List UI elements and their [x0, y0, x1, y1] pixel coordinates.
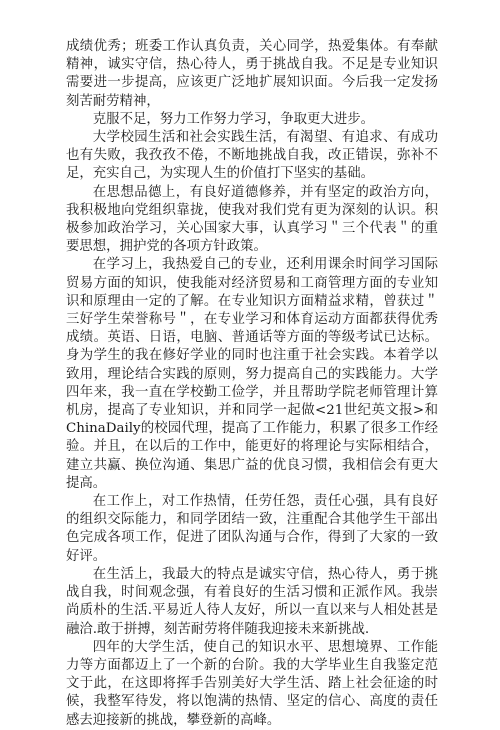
paragraph-study: 在学习上，我热爱自己的专业，还利用课余时间学习国际贸易方面的知识，使我能对经济贸易和工商管理方面的专业知识和原理由一定的了解。在专业知识方面精益求精，曾获过＂三好学生荣誉称号＂，在专业学习和体育运动方面都获得优秀成绩。英语、日语，电脑、普通话等方面的等级考试已达标。身为学生的我在修好学业的同时也注重于社会实践。本着学以致用，理论结合实践的原则，努力提高自己的实践能力。大学四年来，我一直在学校勤工俭学，并且帮助学院老师管理计算机房，提高了专业知识，并和同学一起做<21世纪英文报>和ChinaDaily的校园代理，提高了工作能力，积累了很多工作经验。并且，在以后的工作中，能更好的将理论与实际相结合，建立共赢、换位沟通、集思广益的优良习惯，我相信会有更大提高。: [66, 257, 438, 491]
paragraph-conclusion: 四年的大学生活，使自己的知识水平、思想境界、工作能力等方面都迈上了一个新的台阶。我的大学毕业生自我鉴定范文于此，在这即将挥手告别美好大学生活、踏上社会征途的时候，我整军待发，将以饱满的热情、坚定的信心、高度的责任感去迎接新的挑战，攀登新的高峰。: [66, 639, 438, 728]
paragraph-continuation: 成绩优秀；班委工作认真负责，关心同学，热爱集体。有奉献精神，诚实守信，热心待人，勇于挑战自我。不足是专业知识需要进一步提高，应该更广泛地扩展知识面。今后我一定发扬刻苦耐劳精神，: [66, 39, 438, 109]
paragraph-resolve: 克服不足，努力工作努力学习，争取更大进步。: [92, 111, 374, 127]
paragraph-ideology: 在思想品德上，有良好道德修养，并有坚定的政治方向，我积极地向党组织靠拢，使我对我们党有更为深刻的认识。积极参加政治学习，关心国家大事，认真学习＂三个代表＂的重要思想，拥护党的各项方针政策。: [66, 184, 438, 255]
paragraph-work: 在工作上，对工作热情，任劳任怨，责任心强，具有良好的组织交际能力，和同学团结一致，注重配合其他学生干部出色完成各项工作，促进了团队沟通与合作，得到了大家的一致好评。: [66, 494, 438, 564]
paragraph-life: 在生活上，我最大的特点是诚实守信，热心待人，勇于挑战自我，时间观念强，有着良好的生活习惯和正派作风。我崇尚质朴的生活.平易近人待人友好，所以一直以来与人相处甚是融洽.敢于拼搏，刻苦耐劳将伴随我迎接未来新挑战.: [66, 566, 438, 637]
document-page: [66, 38, 438, 730]
paragraph-campus-life: 大学校园生活和社会实践生活，有渴望、有追求、有成功也有失败，我孜孜不倦，不断地挑战自我，改正错误，弥补不足，充实自己，为实现人生的价值打下坚实的基础。: [66, 130, 438, 182]
